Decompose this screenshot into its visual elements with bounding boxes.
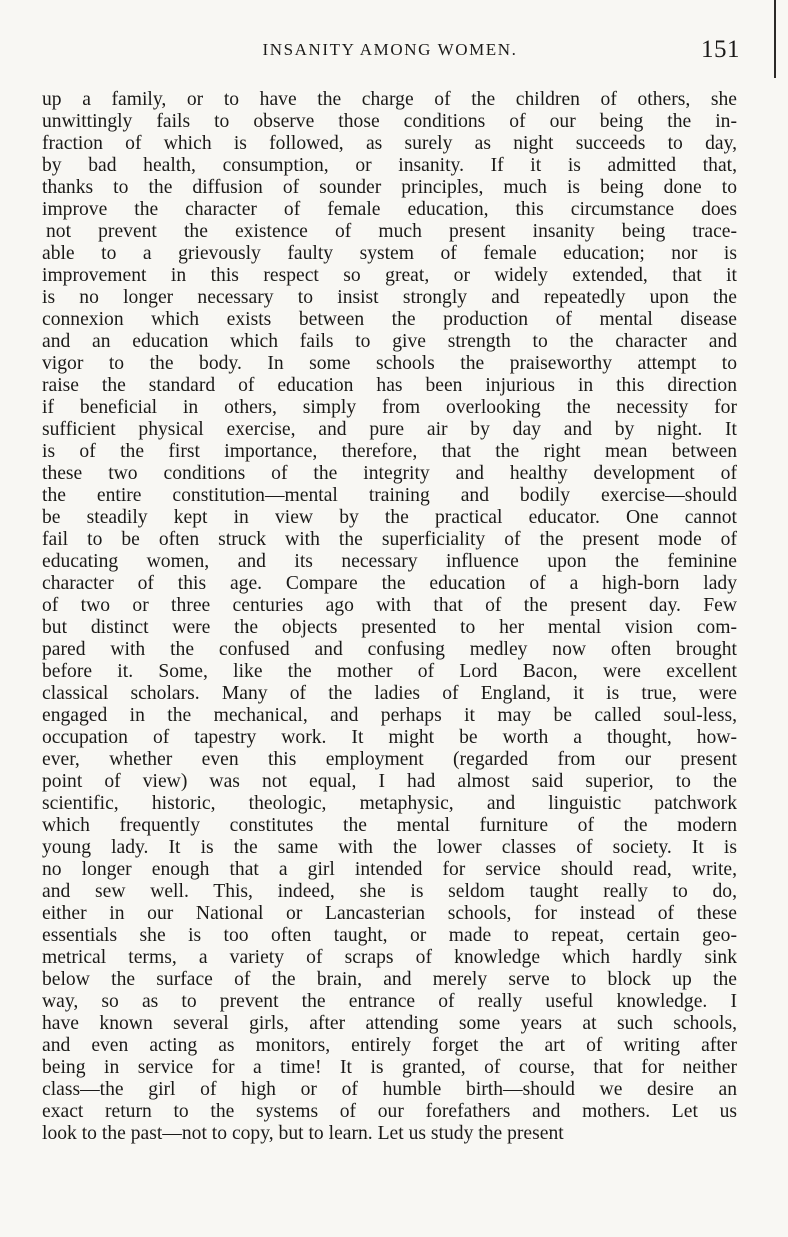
text-line: sufficient physical exercise, and pure air by day and by night. It	[42, 419, 737, 440]
text-line: able to a grievously faulty system of female education; nor is	[42, 243, 737, 264]
text-line: by bad health, consumption, or insanity. If it is admitted that,	[42, 155, 737, 176]
text-line: if beneficial in others, simply from overlooking the necessity for	[42, 397, 737, 418]
text-line: these two conditions of the integrity and healthy development of	[42, 463, 737, 484]
text-line: educating women, and its necessary influence upon the feminine	[42, 551, 737, 572]
text-line: no longer enough that a girl intended for service should read, write,	[42, 859, 737, 880]
text-line: but distinct were the objects presented to her mental vision com-	[42, 617, 737, 638]
text-line: occupation of tapestry work. It might be worth a thought, how-	[42, 727, 737, 748]
text-line: ever, whether even this employment (regarded from our present	[42, 749, 737, 770]
text-line: being in service for a time! It is granted, of course, that for neither	[42, 1057, 737, 1078]
page-number: 151	[701, 36, 740, 63]
text-line: up a family, or to have the charge of the children of others, she	[42, 89, 737, 110]
text-line: below the surface of the brain, and merely serve to block up the	[42, 969, 737, 990]
text-line: look to the past—not to copy, but to learn. Let us study the present	[42, 1123, 564, 1144]
text-line: engaged in the mechanical, and perhaps it may be called soul-less,	[42, 705, 737, 726]
text-line: and an education which fails to give strength to the character and	[42, 331, 737, 352]
text-line: is of the first importance, therefore, that the right mean between	[42, 441, 737, 462]
text-line: young lady. It is the same with the lower classes of society. It is	[42, 837, 737, 858]
text-line: point of view) was not equal, I had almost said superior, to the	[42, 771, 737, 792]
text-line: essentials she is too often taught, or made to repeat, certain geo-	[42, 925, 737, 946]
text-line: metrical terms, a variety of scraps of knowledge which hardly sink	[42, 947, 737, 968]
text-line: before it. Some, like the mother of Lord Bacon, were excellent	[42, 661, 737, 682]
text-line: way, so as to prevent the entrance of really useful knowledge. I	[42, 991, 737, 1012]
text-line: improve the character of female education, this circumstance does	[42, 199, 737, 220]
text-line: thanks to the diffusion of sounder principles, much is being done to	[42, 177, 737, 198]
text-line: fraction of which is followed, as surely as night succeeds to day,	[42, 133, 737, 154]
text-line: classical scholars. Many of the ladies of England, it is true, were	[42, 683, 737, 704]
text-line: which frequently constitutes the mental furniture of the modern	[42, 815, 737, 836]
text-line: class—the girl of high or of humble birth—should we desire an	[42, 1079, 737, 1100]
text-line: scientific, historic, theologic, metaphysic, and linguistic patchwork	[42, 793, 737, 814]
text-line: the entire constitution—mental training and bodily exercise—should	[42, 485, 737, 506]
page-edge-rule	[774, 0, 776, 78]
text-line: connexion which exists between the production of mental disease	[42, 309, 737, 330]
text-line: is no longer necessary to insist strongly and repeatedly upon the	[42, 287, 737, 308]
text-line: improvement in this respect so great, or widely extended, that it	[42, 265, 737, 286]
text-line: not prevent the existence of much present insanity being trace-	[46, 221, 737, 242]
text-line: of two or three centuries ago with that of the present day. Few	[42, 595, 737, 616]
text-line: fail to be often struck with the superficiality of the present mode of	[42, 529, 737, 550]
text-line: either in our National or Lancasterian schools, for instead of these	[42, 903, 737, 924]
body-text	[42, 89, 737, 1145]
text-line: be steadily kept in view by the practical educator. One cannot	[42, 507, 737, 528]
text-line: vigor to the body. In some schools the praiseworthy attempt to	[42, 353, 737, 374]
text-line: pared with the confused and confusing medley now often brought	[42, 639, 737, 660]
text-line: character of this age. Compare the education of a high-born lady	[42, 573, 737, 594]
text-line: and even acting as monitors, entirely forget the art of writing after	[42, 1035, 737, 1056]
text-line: raise the standard of education has been injurious in this direction	[42, 375, 737, 396]
text-line: and sew well. This, indeed, she is seldom taught really to do,	[42, 881, 737, 902]
page-header	[40, 36, 740, 70]
text-line: have known several girls, after attending some years at such schools,	[42, 1013, 737, 1034]
text-line: unwittingly fails to observe those conditions of our being the in-	[42, 111, 737, 132]
running-title: INSANITY AMONG WOMEN.	[262, 40, 518, 59]
text-line: exact return to the systems of our forefathers and mothers. Let us	[42, 1101, 737, 1122]
